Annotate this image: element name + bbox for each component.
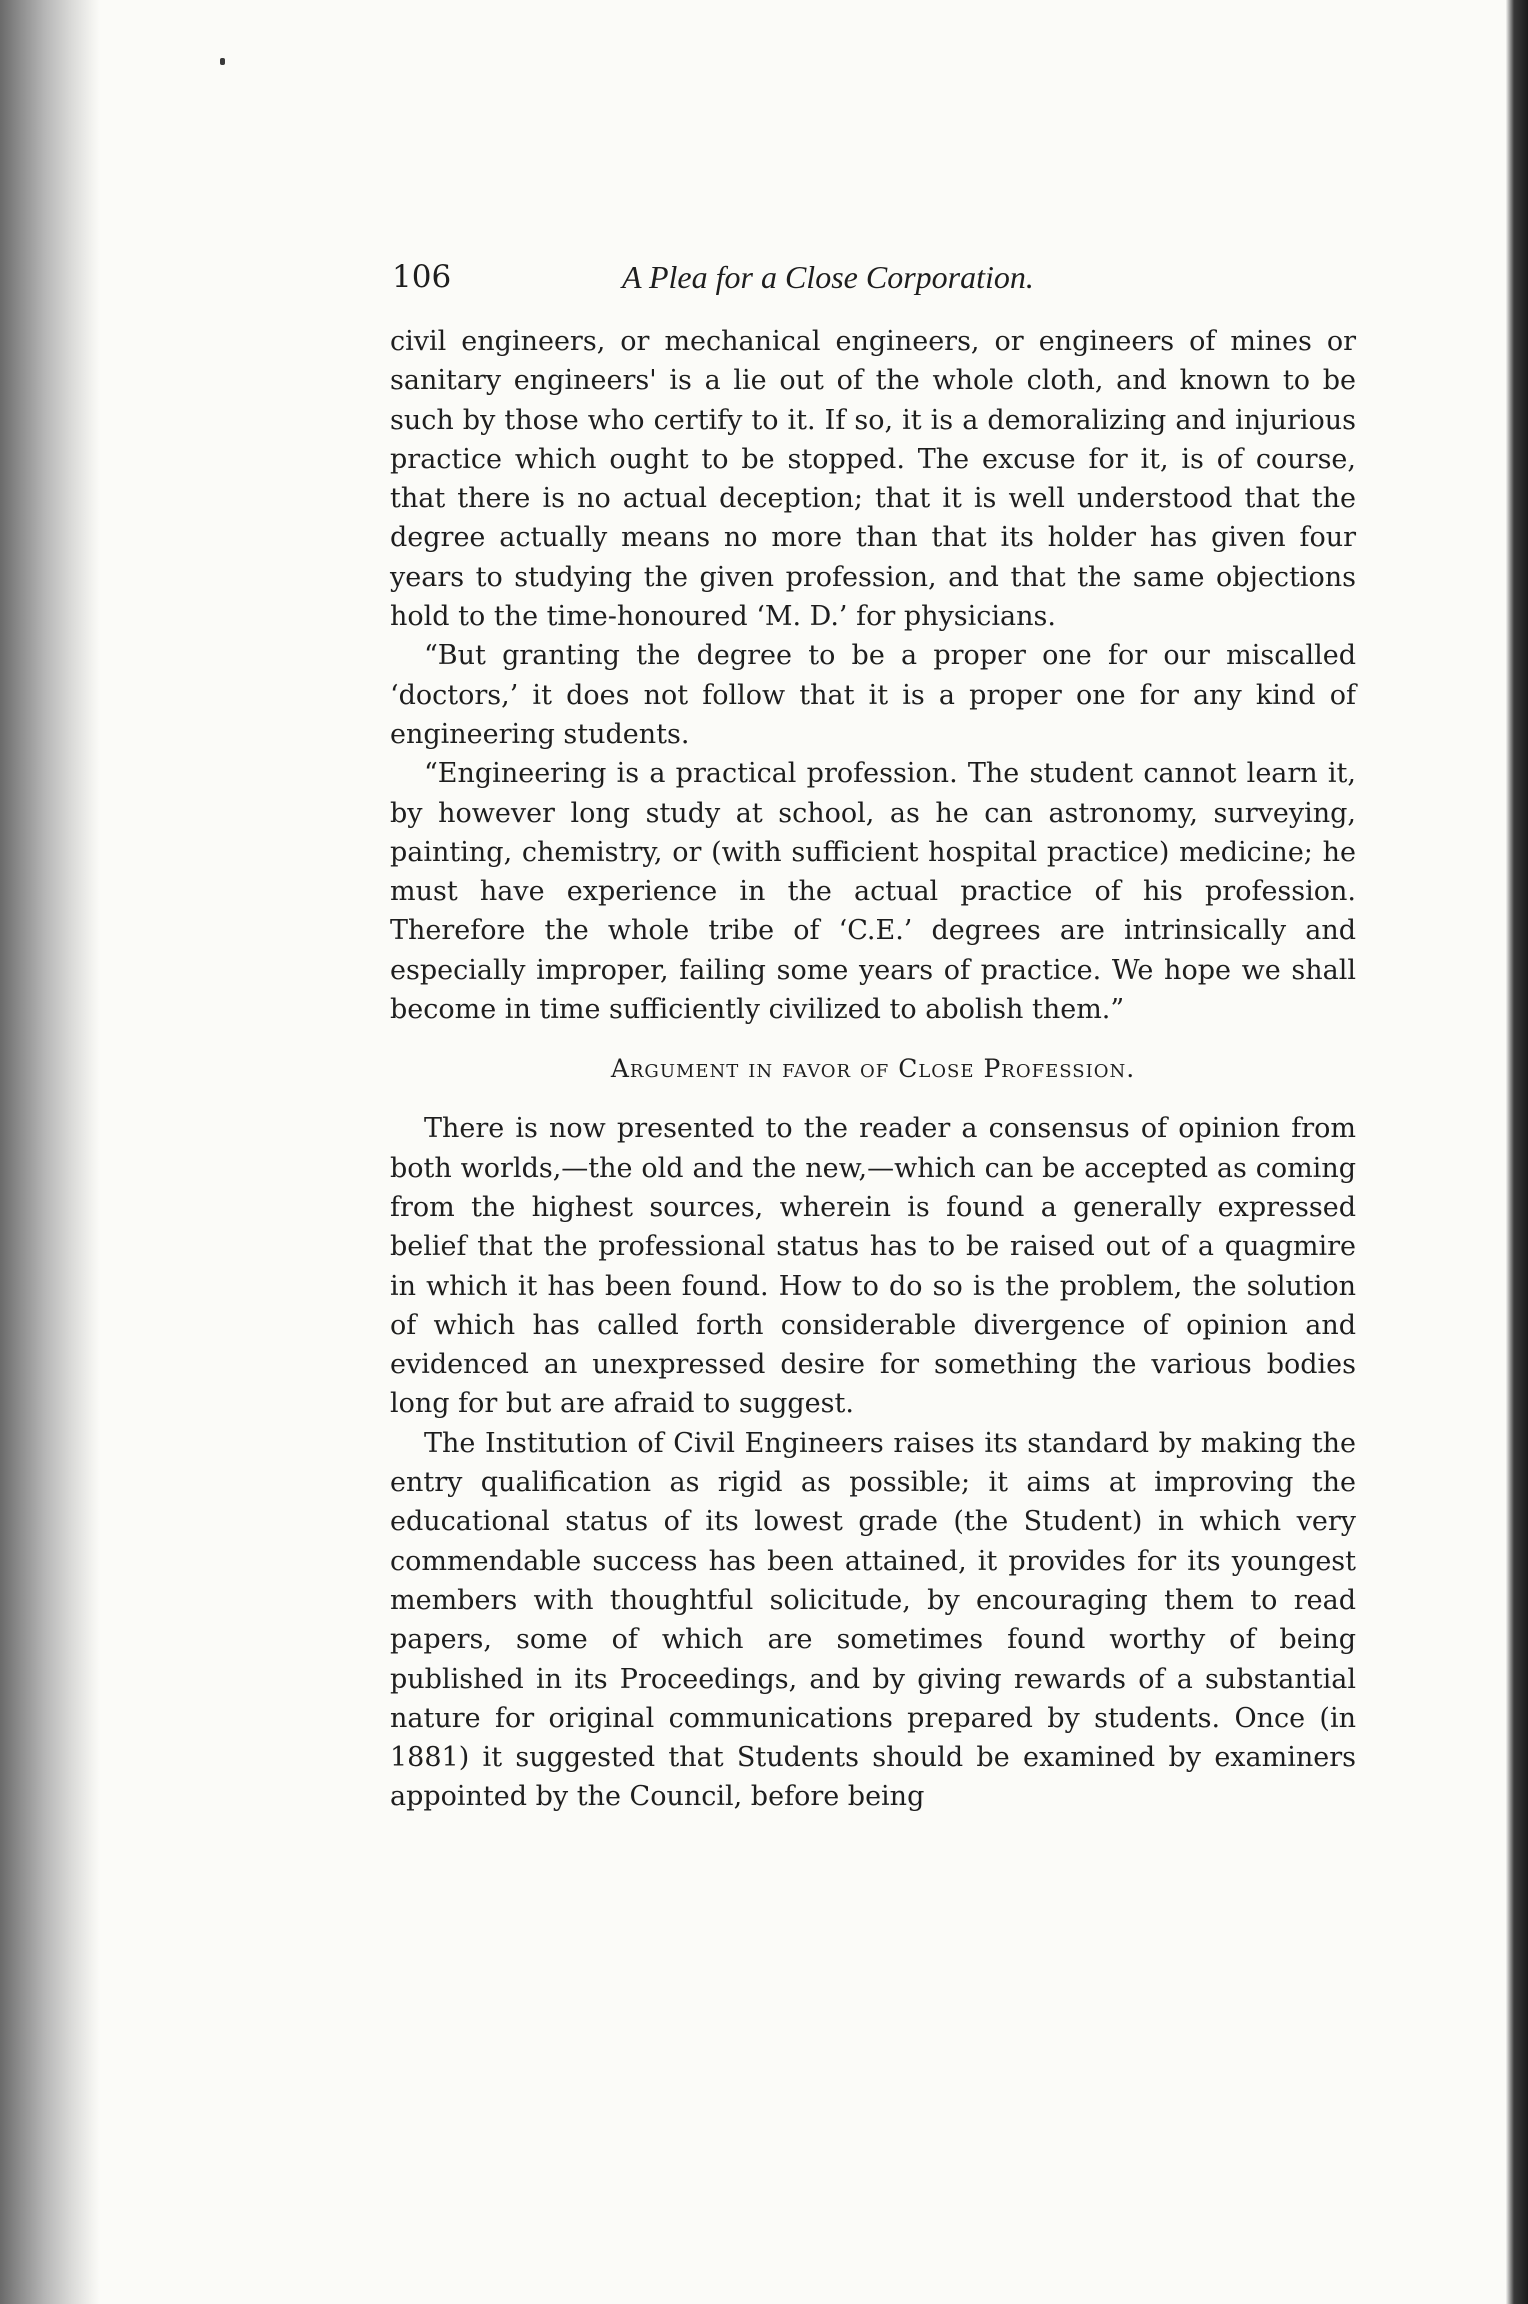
paragraph: “But granting the degree to be a proper one for our miscalled ‘doctors,’ it does not follow that it is a proper one for any kind of engineering students. xyxy=(390,640,1356,750)
paragraph: There is now presented to the reader a consensus of opinion from both worlds,—the old and the new,—which can be accepted as coming from the highest sources, wherein is found a generally expressed belief that the professional status has to be raised out of a quagmire in which it has been found. How to do so is the problem, the solution of which has called forth considerable divergence of opinion and evidenced an unexpressed desire for something the various bodies long for but are afraid to suggest. xyxy=(390,1113,1356,1420)
paragraph: The Institution of Civil Engineers raises its standard by making the entry qualification as rigid as possible; it aims at improving the educational status of its lowest grade (the Student) in which very commendable success has been attained, it provides for its youngest members with thoughtful solicitude, by encouraging them to read papers, some of which are sometimes found worthy of being published in its Proceedings, and by giving rewards of a substantial nature for original communications prepared by students. Once (in 1881) it suggested that Students should be examined by examiners appointed by the Council, before being xyxy=(390,1427,1356,1813)
paragraph: “Engineering is a practical profession. The student cannot learn it, by however long study at school, as he can astronomy, surveying, painting, chemistry, or (with sufficient hospital practice) medicine; he must have experience in the actual practice of his profession. Therefore the whole tribe of ‘C.E.’ degrees are intrinsically and especially improper, failing some years of practice. We hope we shall become in time sufficiently civilized to abolish them.” xyxy=(390,758,1356,1026)
ink-speck xyxy=(220,58,225,65)
page-edge-shadow xyxy=(1506,0,1528,2304)
page-body xyxy=(390,322,1356,1817)
paragraph: civil engineers, or mechanical engineers, or engineers of mines or sanitary engineers' is a lie out of the whole cloth, and known to be such by those who certify to it. If so, it is a demoralizing and injurious practice which ought to be stopped. The excuse for it, is of course, that there is no actual deception; that it is well understood that the degree actually means no more than that its holder has given four years to studying the given profession, and that the same objections hold to the time-honoured ‘M. D.’ for physicians. xyxy=(390,326,1356,633)
book-binding-shadow xyxy=(0,0,100,2304)
page-number: 106 xyxy=(392,259,452,295)
section-heading: Argument in favor of Close Profession. xyxy=(610,1054,1136,1084)
running-title: A Plea for a Close Corporation. xyxy=(622,259,1034,295)
page-header xyxy=(392,254,1360,300)
